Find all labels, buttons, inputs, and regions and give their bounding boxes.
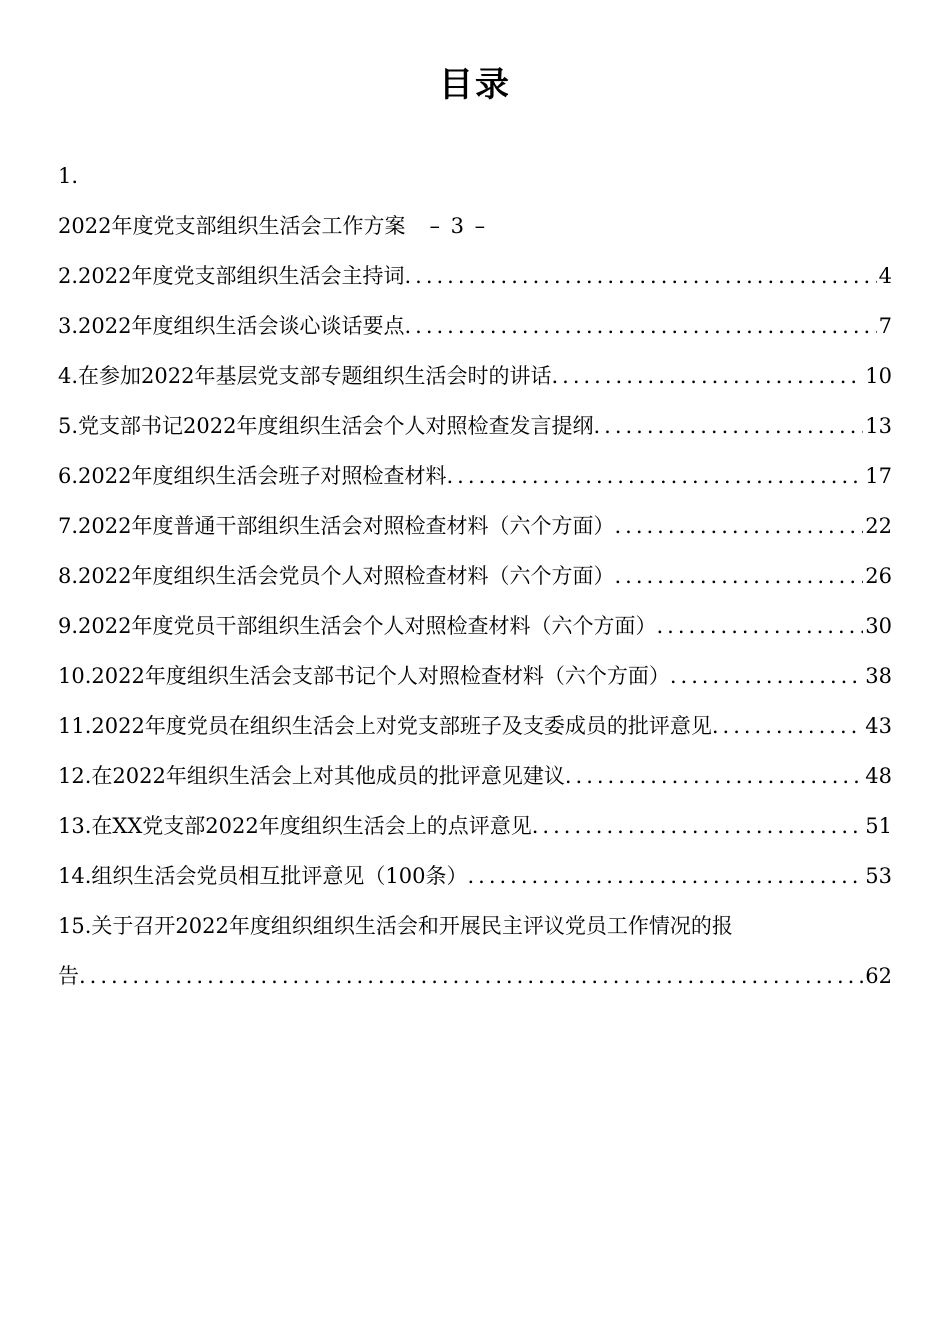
toc-entry-page: 22 bbox=[865, 514, 892, 538]
toc-title: 目录 bbox=[439, 65, 511, 105]
dot-leader bbox=[467, 851, 863, 901]
toc-entry-page: 4 bbox=[878, 264, 892, 288]
toc-entry[interactable] bbox=[58, 501, 892, 551]
toc-entry-text: 7.2022年度普通干部组织生活会对照检查材料（六个方面） bbox=[58, 514, 615, 538]
dot-leader bbox=[79, 951, 863, 1001]
toc-entry-text: 8.2022年度组织生活会党员个人对照检查材料（六个方面） bbox=[58, 564, 615, 588]
dot-leader bbox=[404, 251, 876, 301]
toc-entry-1-number[interactable]: 1. bbox=[58, 164, 79, 188]
dot-leader bbox=[593, 401, 863, 451]
toc-entry-page: 53 bbox=[865, 864, 892, 888]
toc-entry-text: 14.组织生活会党员相互批评意见（100条） bbox=[58, 864, 468, 888]
toc-entry-text: 13.在XX党支部2022年度组织生活会上的点评意见 bbox=[58, 814, 532, 838]
toc-entry[interactable] bbox=[58, 301, 892, 351]
toc-entry[interactable] bbox=[58, 651, 892, 701]
toc-entry-15-line-2[interactable] bbox=[58, 951, 892, 1001]
toc-entry-text: 3.2022年度组织生活会谈心谈话要点 bbox=[58, 314, 405, 338]
dot-leader bbox=[532, 801, 864, 851]
dot-leader bbox=[670, 651, 863, 701]
toc-entry-page: 30 bbox=[865, 614, 892, 638]
toc-entry[interactable] bbox=[58, 551, 892, 601]
dot-leader bbox=[614, 551, 863, 601]
toc-entry-text: 12.在2022年组织生活会上对其他成员的批评意见建议 bbox=[58, 764, 565, 788]
toc-entry[interactable] bbox=[58, 701, 892, 751]
dot-leader bbox=[551, 351, 863, 401]
toc-entry-page: 48 bbox=[865, 764, 892, 788]
toc-entry-15-line-1[interactable]: 15.关于召开2022年度组织组织生活会和开展民主评议党员工作情况的报 bbox=[58, 914, 733, 938]
toc-entry-page: 26 bbox=[865, 564, 892, 588]
toc-entry-1[interactable] bbox=[58, 201, 892, 251]
dot-leader bbox=[565, 751, 863, 801]
toc-entry-page: 13 bbox=[865, 414, 892, 438]
toc-entry-page: 51 bbox=[865, 814, 892, 838]
toc-entry-page: 10 bbox=[865, 364, 892, 388]
dot-leader bbox=[446, 451, 863, 501]
toc-entry[interactable] bbox=[58, 801, 892, 851]
toc-entry-page: 17 bbox=[865, 464, 892, 488]
toc-entry-page: 38 bbox=[865, 664, 892, 688]
dot-leader bbox=[712, 701, 863, 751]
toc-entry-text: 6.2022年度组织生活会班子对照检查材料 bbox=[58, 464, 447, 488]
toc-entry[interactable] bbox=[58, 751, 892, 801]
toc-entry-text: 5.党支部书记2022年度组织生活会个人对照检查发言提纲 bbox=[58, 414, 594, 438]
toc-entry[interactable] bbox=[58, 851, 892, 901]
toc-entry-text: 11.2022年度党员在组织生活会上对党支部班子及支委成员的批评意见 bbox=[58, 714, 712, 738]
dot-leader bbox=[614, 501, 863, 551]
dot-leader bbox=[656, 601, 863, 651]
toc-entry-1-page: – 3 – bbox=[429, 214, 488, 238]
toc-entry-text: 4.在参加2022年基层党支部专题组织生活会时的讲话 bbox=[58, 364, 552, 388]
toc-entry[interactable] bbox=[58, 401, 892, 451]
toc-entry[interactable] bbox=[58, 251, 892, 301]
toc-entry[interactable] bbox=[58, 601, 892, 651]
toc-entry-text: 10.2022年度组织生活会支部书记个人对照检查材料（六个方面） bbox=[58, 664, 670, 688]
toc-entry[interactable] bbox=[58, 451, 892, 501]
table-of-contents bbox=[58, 151, 892, 1001]
toc-entry-1-text: 2022年度党支部组织生活会工作方案 bbox=[58, 214, 406, 238]
toc-entry-text: 2.2022年度党支部组织生活会主持词 bbox=[58, 264, 405, 288]
toc-entry-text: 9.2022年度党员干部组织生活会个人对照检查材料（六个方面） bbox=[58, 614, 657, 638]
toc-entry-page: 7 bbox=[878, 314, 892, 338]
toc-entry-text: 告 bbox=[58, 964, 79, 988]
dot-leader bbox=[404, 301, 876, 351]
toc-entry-page: 43 bbox=[865, 714, 892, 738]
toc-entry-page: 62 bbox=[865, 964, 892, 988]
toc-entry[interactable] bbox=[58, 351, 892, 401]
